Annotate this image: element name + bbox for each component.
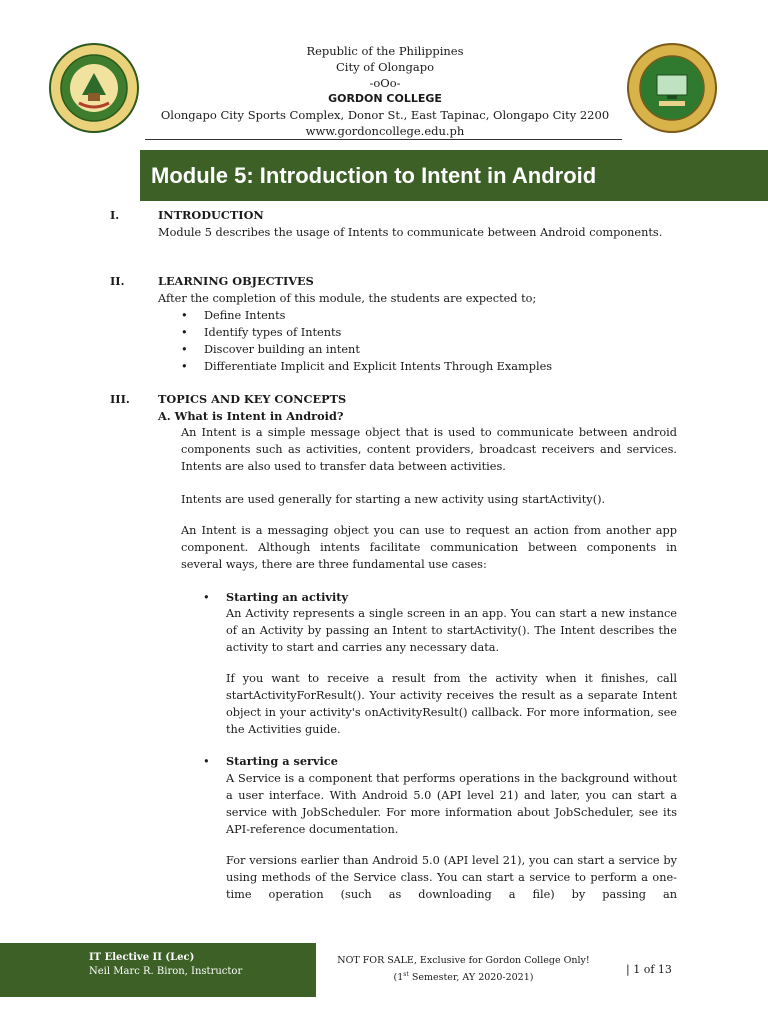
use-case-title: Starting an activity: [226, 590, 349, 604]
footer-notice: [316, 954, 611, 985]
bullet-icon: •: [181, 309, 188, 322]
college-of-computer-studies-seal-icon: [627, 43, 717, 133]
separator-line: -oOo-: [369, 76, 401, 90]
page-number: | 1 of 13: [626, 963, 672, 976]
topic-paragraph: Intents are used generally for starting a new activity using startActivity().: [181, 493, 606, 506]
notice-line: NOT FOR SALE, Exclusive for Gordon College Only!: [337, 955, 590, 966]
bullet-icon: •: [181, 360, 188, 373]
page-footer: [0, 943, 768, 997]
section-title: INTRODUCTION: [158, 208, 264, 222]
section-title: TOPICS AND KEY CONCEPTS: [158, 392, 347, 406]
header-divider: [145, 139, 622, 140]
objective-item: Differentiate Implicit and Explicit Intents Through Examples: [204, 360, 553, 373]
bullet-icon: •: [181, 343, 188, 356]
section-numeral: III.: [110, 392, 130, 406]
subheading: A. What is Intent in Android?: [158, 409, 344, 423]
document-header: [140, 43, 630, 139]
section-numeral: II.: [110, 274, 125, 288]
objective-item: Discover building an intent: [204, 343, 360, 356]
topic-paragraph: An Intent is a simple message object that is used to communicate between android components such as activities, content providers, broadcast receivers and services. Intents are also used to transfer data between activities.: [181, 426, 677, 473]
city-line: City of Olongapo: [335, 60, 435, 74]
use-case-paragraph: If you want to receive a result from the activity when it finishes, call startActivityForResult(). Your activity receives the result as a separate Intent object in your activity's onActivityResult() callback. For more information, see the Activities guide.: [226, 672, 677, 736]
topic-paragraph: An Intent is a messaging object you can use to request an action from another app component. Although intents facilitate communication between components in several ways, there are three fundamental use cases:: [181, 524, 677, 571]
use-case-title: Starting a service: [226, 754, 338, 768]
bullet-icon: •: [203, 591, 210, 604]
semester-line: [316, 968, 611, 985]
website-line: www.gordoncollege.edu.ph: [305, 124, 465, 138]
footer-course-block: [0, 943, 316, 997]
semester-prefix: (1: [393, 972, 404, 984]
bullet-icon: •: [181, 326, 188, 339]
course-name: IT Elective II (Lec): [89, 952, 195, 963]
semester-text: Semester, AY 2020-2021): [408, 972, 534, 984]
semester-suffix: st: [403, 971, 409, 978]
use-case-paragraph: For versions earlier than Android 5.0 (API level 21), you can start a service by using methods of the Service class. You can start a service to perform a one-time operation (such as downloading a file) by passing an: [226, 854, 677, 901]
republic-line: Republic of the Philippines: [306, 44, 464, 58]
module-title-banner: Module 5: Introduction to Intent in Android: [140, 150, 768, 201]
use-case-paragraph: A Service is a component that performs operations in the background without a user interface. With Android 5.0 (API level 21) and later, you can start a service with JobScheduler. For more information about JobScheduler, see its API-reference documentation.: [226, 772, 677, 836]
objectives-lead: After the completion of this module, the students are expected to;: [158, 292, 537, 305]
college-name: GORDON COLLEGE: [328, 92, 442, 105]
address-line: Olongapo City Sports Complex, Donor St., East Tapinac, Olongapo City 2200: [160, 108, 610, 122]
objective-item: Identify types of Intents: [204, 326, 342, 339]
intro-paragraph: Module 5 describes the usage of Intents to communicate between Android components.: [158, 226, 663, 239]
use-case-paragraph: An Activity represents a single screen in an app. You can start a new instance of an Activity by passing an Intent to startActivity(). The Intent describes the activity to start and carries any necessary data.: [226, 607, 677, 654]
section-numeral: I.: [110, 208, 120, 222]
instructor-name: Neil Marc R. Biron, Instructor: [89, 966, 243, 977]
gordon-college-seal-icon: [49, 43, 139, 133]
bullet-icon: •: [203, 755, 210, 768]
objective-item: Define Intents: [204, 309, 286, 322]
section-title: LEARNING OBJECTIVES: [158, 274, 314, 288]
